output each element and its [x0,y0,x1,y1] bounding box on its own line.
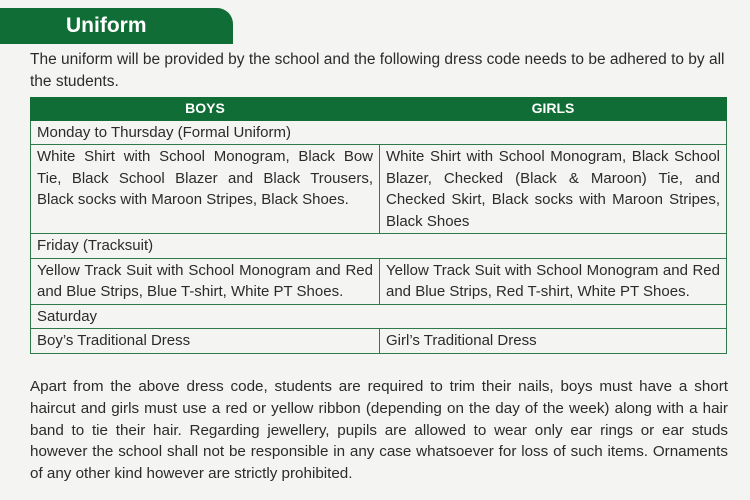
section-title-tab [0,8,233,44]
section-label-mon-thu: Monday to Thursday (Formal Uniform) [31,120,727,145]
outro-paragraph: Apart from the above dress code, students are required to trim their nails, boys must have a short haircut and girls must use a red or yellow ribbon (depending on the day of the week) along with a hair band to tie their hair. Regarding jewellery, pupils are allowed to wear only ear rings or ear studs however the school shall not be responsible in any case whatsoever for loss of such items. Ornaments of any other kind however are strictly prohibited. [30,378,728,483]
boys-column-header: BOYS [31,98,380,121]
section-label-row [31,304,727,329]
table-row [31,258,727,304]
table-row [31,145,727,234]
section-title: Uniform [66,14,147,37]
section-label-row [31,120,727,145]
boys-tracksuit: Yellow Track Suit with School Monogram and Red and Blue Strips, Blue T-shirt, White PT Shoes. [31,258,380,304]
section-label-saturday: Saturday [31,304,727,329]
section-label-friday: Friday (Tracksuit) [31,234,727,259]
boys-traditional-dress: Boy’s Traditional Dress [31,329,380,354]
table-header-row [31,98,727,121]
girls-formal-uniform: White Shirt with School Monogram, Black School Blazer, Checked (Black & Maroon) Tie, and Checked Skirt, Black socks with Maroon Stripes, Black Shoes [380,145,727,234]
girls-tracksuit: Yellow Track Suit with School Monogram and Red and Blue Strips, Red T-shirt, White PT Shoes. [380,258,727,304]
intro-paragraph: The uniform will be provided by the school and the following dress code needs to be adhered to by all the students. [30,51,725,90]
boys-formal-uniform: White Shirt with School Monogram, Black Bow Tie, Black School Blazer and Black Trousers, Black socks with Maroon Stripes, Black Shoes. [31,145,380,234]
girls-column-header: GIRLS [380,98,727,121]
section-label-row [31,234,727,259]
girls-traditional-dress: Girl’s Traditional Dress [380,329,727,354]
table-row [31,329,727,354]
dress-code-table [30,97,727,354]
